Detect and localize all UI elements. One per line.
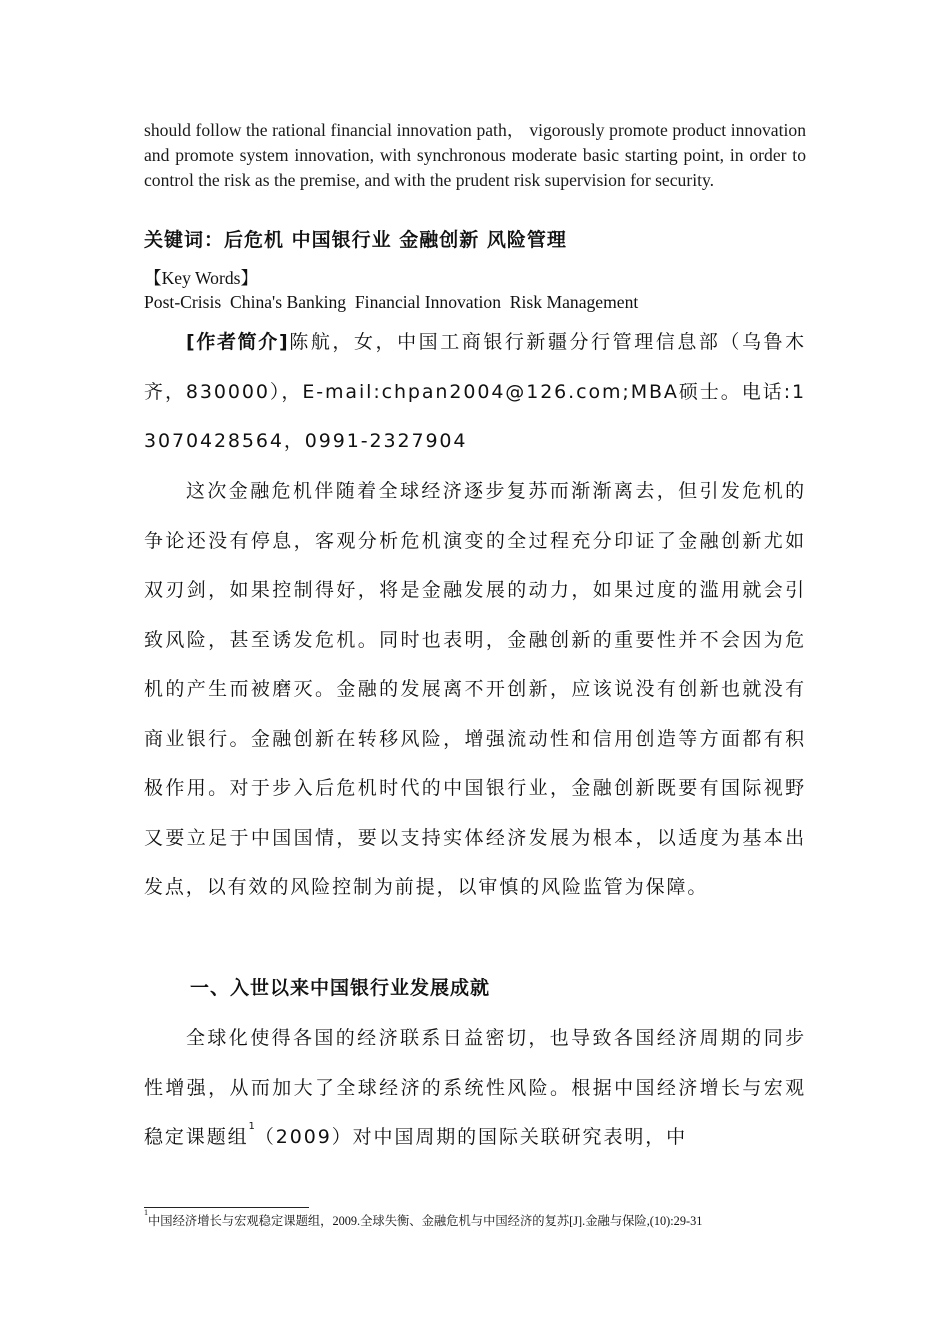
author-bio-label: [作者简介] (186, 331, 289, 353)
english-abstract-text: should follow the rational financial innovation path， vigorously promote product innovation and promote system innovation, with synchronous moderate basic starting point, in order to control the risk as the premise, and with the prudent risk supervision for security. (144, 120, 806, 190)
chinese-keywords (144, 227, 806, 253)
section-heading: 一、入世以来中国银行业发展成就 (190, 977, 491, 999)
english-keywords-label: 【Key Words】 (144, 268, 259, 288)
footnote-text: 中国经济增长与宏观稳定课题组，2009.全球失衡、金融危机与中国经济的复苏[J].金融与保险,(10):29-31 (148, 1214, 703, 1228)
body-paragraph-1: 这次金融危机伴随着全球经济逐步复苏而渐渐离去，但引发危机的争论还没有停息，客观分析危机演变的全过程充分印证了金融创新尤如双刃剑，如果控制得好，将是金融发展的动力，如果过度的滥用就会引致风险，甚至诱发危机。同时也表明，金融创新的重要性并不会因为危机的产生而被磨灭。金融的发展离不开创新，应该说没有创新也就没有商业银行。金融创新在转移风险，增强流动性和信用创造等方面都有积极作用。对于步入后危机时代的中国银行业，金融创新既要有国际视野又要立足于中国国情，要以支持实体经济发展为根本，以适度为基本出发点，以有效的风险控制为前提，以审慎的风险监管为保障。 (144, 480, 806, 898)
english-keywords-terms: Post-Crisis China's Banking Financial Innovation Risk Management (144, 292, 639, 312)
chinese-keywords-label: 关键词： (144, 229, 225, 251)
footnote-separator (144, 1207, 309, 1208)
author-bio (144, 318, 806, 467)
footnote-reference-mark: 1 (248, 1120, 255, 1132)
footnote (144, 1207, 806, 1230)
author-bio-text: 陈航，女，中国工商银行新疆分行管理信息部（乌鲁木齐，830000），E-mail:chpan2004@126.com;MBA硕士。电话:13070428564，0991-2327904 (144, 331, 806, 452)
body-paragraph-2 (144, 1014, 806, 1163)
footnote-mark: 1 (144, 1207, 148, 1217)
chinese-keywords-terms: 后危机 中国银行业 金融创新 风险管理 (224, 229, 567, 251)
body-paragraph-2-text-b: （2009）对中国周期的国际关联研究表明，中 (254, 1126, 688, 1148)
body-paragraph-2-text-a: 全球化使得各国的经济联系日益密切，也导致各国经济周期的同步性增强，从而加大了全球经济的系统性风险。根据中国经济增长与宏观稳定课题组 (144, 1027, 806, 1148)
